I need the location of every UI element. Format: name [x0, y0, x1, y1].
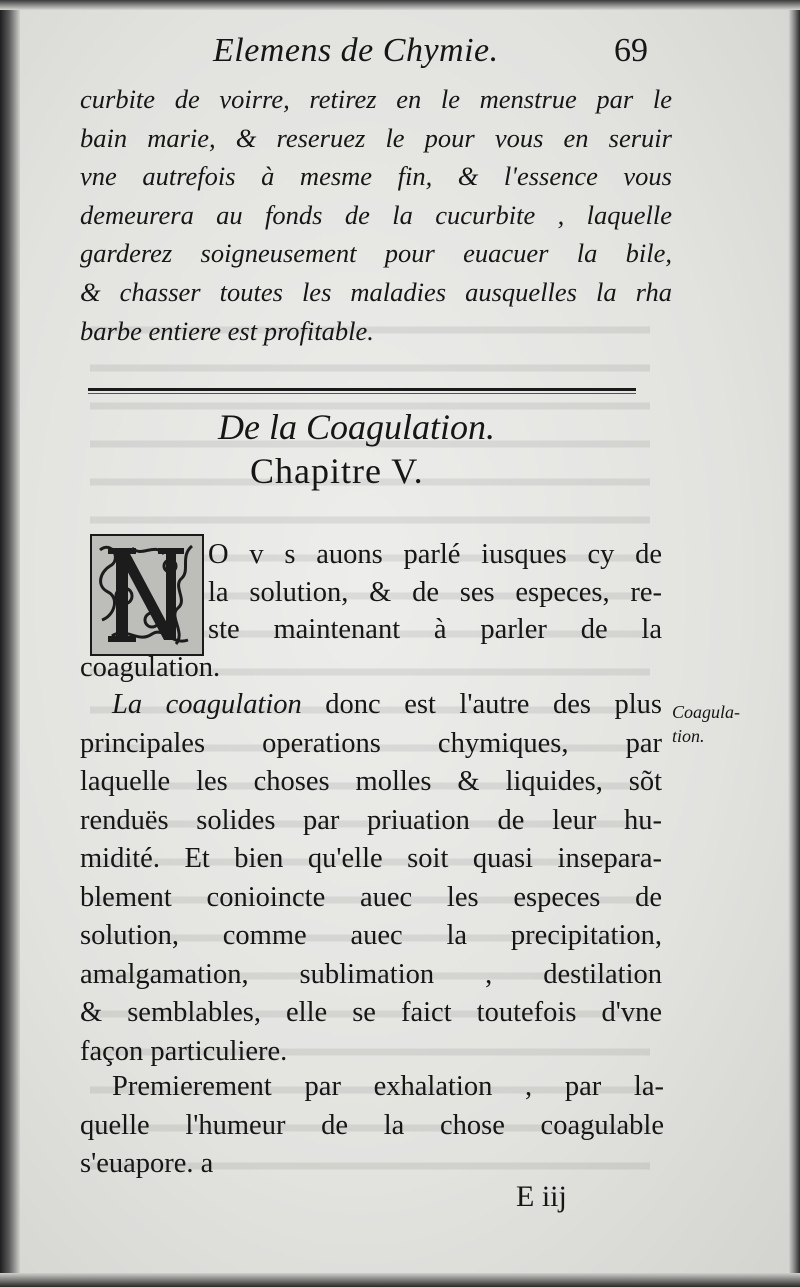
running-head: Elemens de Chymie. [213, 32, 499, 69]
text-line: demeurera au fonds de la cucurbite , laquelle [80, 199, 672, 230]
page-number: 69 [614, 32, 648, 69]
chapter-number: Chapitre V. [250, 451, 424, 491]
text-line: & semblables, elle se faict toutefois d'vne [80, 997, 662, 1028]
italic-lead-term: La coagulation [112, 689, 302, 720]
text-line: barbe entiere est profitable. [80, 315, 374, 346]
section-rule-thin [88, 393, 636, 394]
text-line: façon particuliere. [80, 1035, 288, 1067]
text-line: midité. Et bien qu'elle soit quasi insepara- [80, 843, 662, 874]
text-line: curbite de voirre, retirez en le menstrue par le [80, 84, 672, 114]
page-edge-right [788, 0, 800, 1287]
text-line: garderez soigneusement pour euacuer la bile, [80, 238, 672, 269]
margin-note-line: Coagula- [672, 702, 741, 722]
text-line: renduës solides par priuation de leur hu- [80, 804, 662, 836]
text-line: blement conioincte auec les especes de [80, 881, 662, 913]
decorated-initial-letter [90, 534, 204, 656]
lead-rest: donc est l'autre des plus [301, 689, 662, 720]
text-line: ste maintenant à parler de la [208, 614, 662, 645]
text-line: amalgamation, sublimation , destilation [80, 958, 662, 990]
chapter-title: De la Coagulation. [218, 407, 495, 447]
italic-recipe-text [80, 80, 672, 350]
first-paragraph [208, 536, 662, 649]
text-line: principales operations chymiques, par [80, 727, 662, 759]
page-edge-top [0, 0, 800, 10]
main-paragraph [80, 686, 662, 1071]
text-line: & chasser toutes les maladies ausquelles la rha [80, 276, 672, 307]
text-line: coagulation. [80, 652, 221, 683]
text-line: vne autrefois à mesme fin, & l'essence vous [80, 161, 672, 192]
signature-mark: E iij [516, 1180, 567, 1213]
first-paragraph-continuation [80, 649, 660, 687]
margin-note-line: tion. [672, 726, 705, 746]
text-line: la solution, & de ses especes, re- [208, 576, 662, 608]
last-paragraph [80, 1068, 664, 1184]
text-line: laquelle les choses molles & liquides, sõt [80, 766, 662, 797]
page-header [0, 32, 800, 82]
text-line: Premierement par exhalation , par la- [112, 1071, 664, 1102]
page-edge-bottom [0, 1273, 800, 1287]
text-line: O v s auons parlé iusques cy de [208, 539, 662, 570]
margin-note [672, 700, 740, 748]
text-line: bain marie, & reseruez le pour vous en seruir [80, 122, 672, 153]
text-line: s'euapore. a [80, 1148, 214, 1179]
page-edge-left [0, 0, 20, 1287]
text-line: solution, comme auec la precipitation, [80, 920, 662, 951]
text-line: quelle l'humeur de la chose coagulable [80, 1109, 664, 1141]
text-line [112, 686, 662, 725]
ornament-icon [92, 536, 202, 654]
section-rule [88, 388, 636, 391]
